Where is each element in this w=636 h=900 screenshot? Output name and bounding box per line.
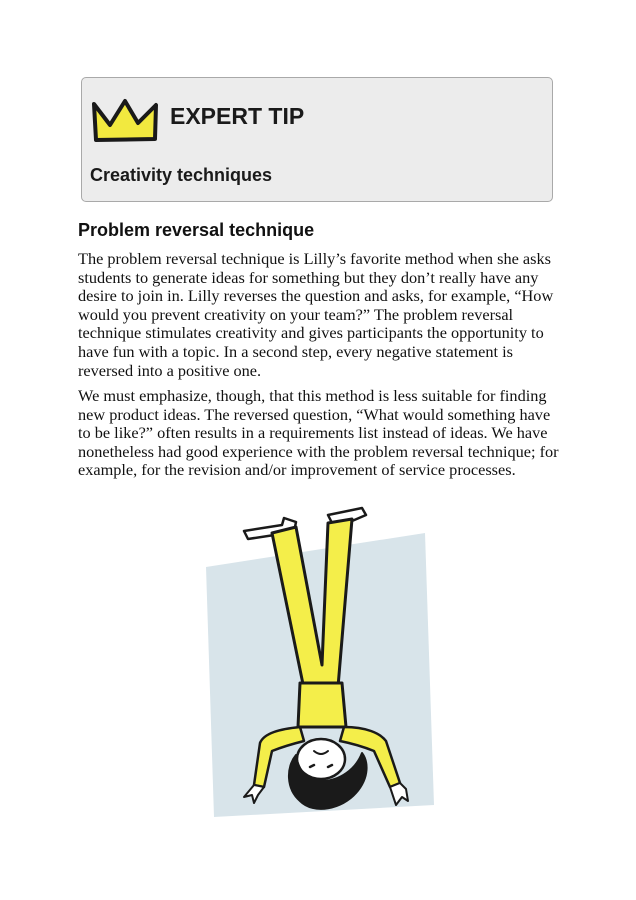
torso [298,683,346,727]
tip-title: EXPERT TIP [170,103,305,129]
crown-icon [89,95,161,145]
section-heading: Problem reversal technique [78,220,315,240]
tip-subtitle: Creativity techniques [90,165,273,185]
paragraph-2: We must emphasize, though, that this method is less suitable for finding new product ideas. The reversed question, “What would something have to be like?” often results in a requirements list instead of ideas. We have nonetheless had good experience with the problem reversal technique; for example, for the revision and/or improvement of service processes. [78,386,559,480]
paragraph-1: The problem reversal technique is Lilly’s favorite method when she asks students to generate ideas for something but they don’t really have any desire to join in. Lilly reverses the question and asks, for example, “How would you prevent creativity on your team?” The problem reversal technique stimulates creativity and gives participants the opportunity to have fun with a topic. In a second step, every negative statement is reversed into a positive one. [78,249,554,380]
upside-down-person-illustration [200,505,436,823]
expert-tip-box [81,77,553,202]
